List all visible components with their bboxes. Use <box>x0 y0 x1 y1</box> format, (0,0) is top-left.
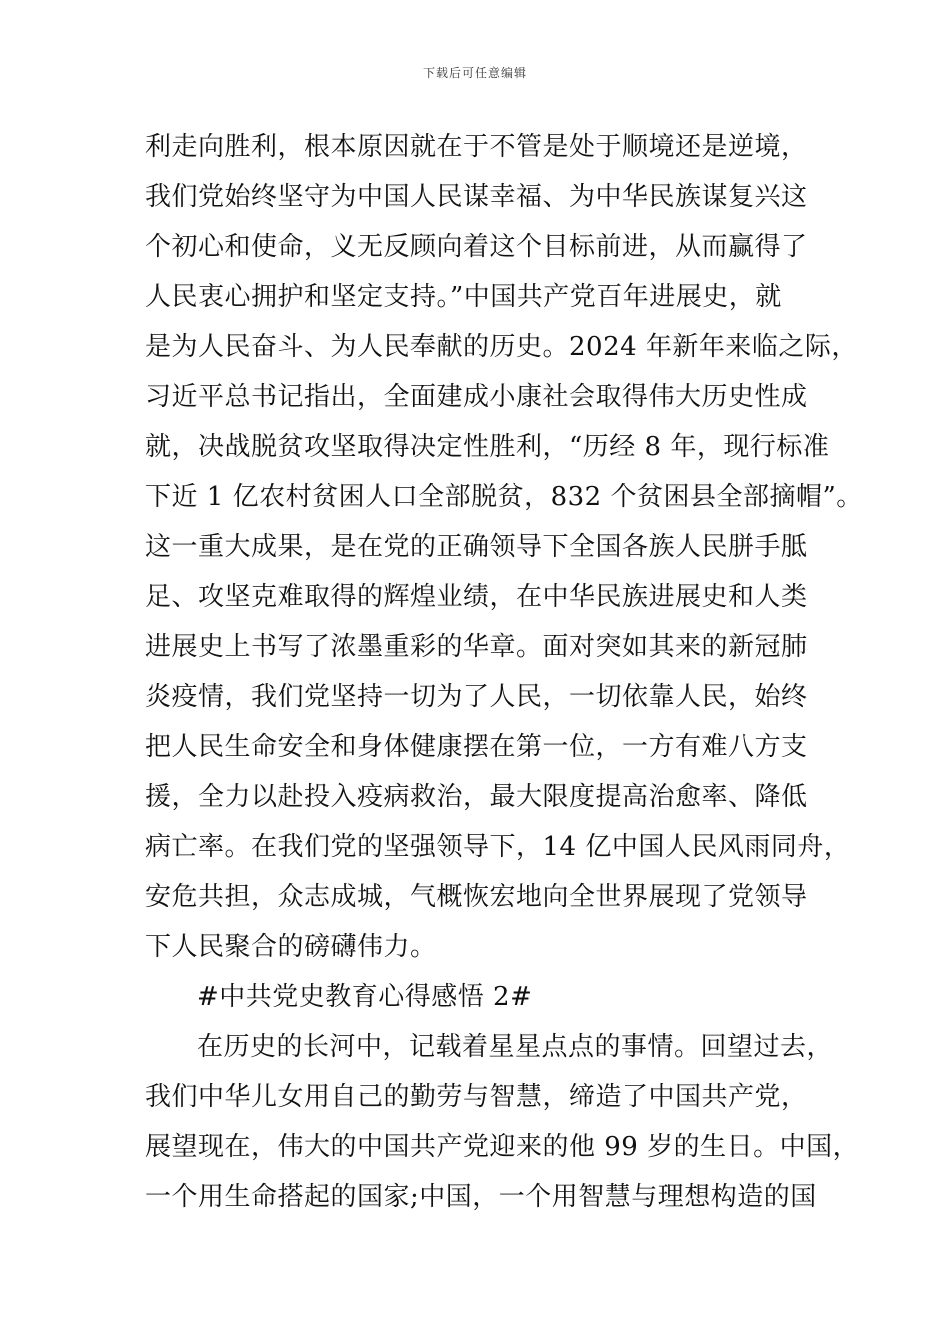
text-line: 是为人民奋斗、为人民奉献的历史。2024 年新年来临之际， <box>145 332 858 362</box>
text-line: 把人民生命安全和身体健康摆在第一位，一方有难八方支 <box>145 732 808 762</box>
text-line: 进展史上书写了浓墨重彩的华章。面对突如其来的新冠肺 <box>145 632 808 662</box>
text-line: 习近平总书记指出，全面建成小康社会取得伟大历史性成 <box>145 382 808 412</box>
text-line: 援，全力以赴投入疫病救治，最大限度提高治愈率、降低 <box>145 782 808 812</box>
text-line: 我们中华儿女用自己的勤劳与智慧，缔造了中国共产党， <box>145 1082 808 1112</box>
text-line: 个初心和使命，义无反顾向着这个目标前进，从而赢得了 <box>145 232 808 262</box>
text-line: 这一重大成果，是在党的正确领导下全国各族人民胼手胝 <box>145 532 808 562</box>
section-heading: #中共党史教育心得感悟 2# <box>197 982 533 1012</box>
page-header: 下载后可任意编辑 <box>422 66 527 80</box>
text-line: 我们党始终坚守为中国人民谋幸福、为中华民族谋复兴这 <box>145 182 808 212</box>
document-body <box>145 122 863 1222</box>
text-line: 下近 1 亿农村贫困人口全部脱贫，832 个贫困县全部摘帽”。 <box>145 482 863 512</box>
text-line: 在历史的长河中，记载着星星点点的事情。回望过去， <box>197 1032 834 1062</box>
text-line: 足、攻坚克难取得的辉煌业绩，在中华民族进展史和人类 <box>145 582 808 612</box>
text-line: 展望现在，伟大的中国共产党迎来的他 99 岁的生日。中国， <box>145 1132 860 1162</box>
text-line: 下人民聚合的磅礴伟力。 <box>145 932 437 962</box>
text-line: 一个用生命搭起的国家;中国，一个用智慧与理想构造的国 <box>145 1182 817 1212</box>
text-line: 安危共担，众志成城，气概恢宏地向全世界展现了党领导 <box>145 882 808 912</box>
text-line: 病亡率。在我们党的坚强领导下，14 亿中国人民风雨同舟， <box>145 832 851 862</box>
text-line: 人民衷心拥护和坚定支持。”中国共产党百年进展史，就 <box>145 282 782 312</box>
text-line: 就，决战脱贫攻坚取得决定性胜利，“历经 8 年，现行标准 <box>145 432 830 462</box>
text-line: 利走向胜利，根本原因就在于不管是处于顺境还是逆境， <box>145 132 808 162</box>
text-line: 炎疫情，我们党坚持一切为了人民，一切依靠人民，始终 <box>145 682 808 712</box>
